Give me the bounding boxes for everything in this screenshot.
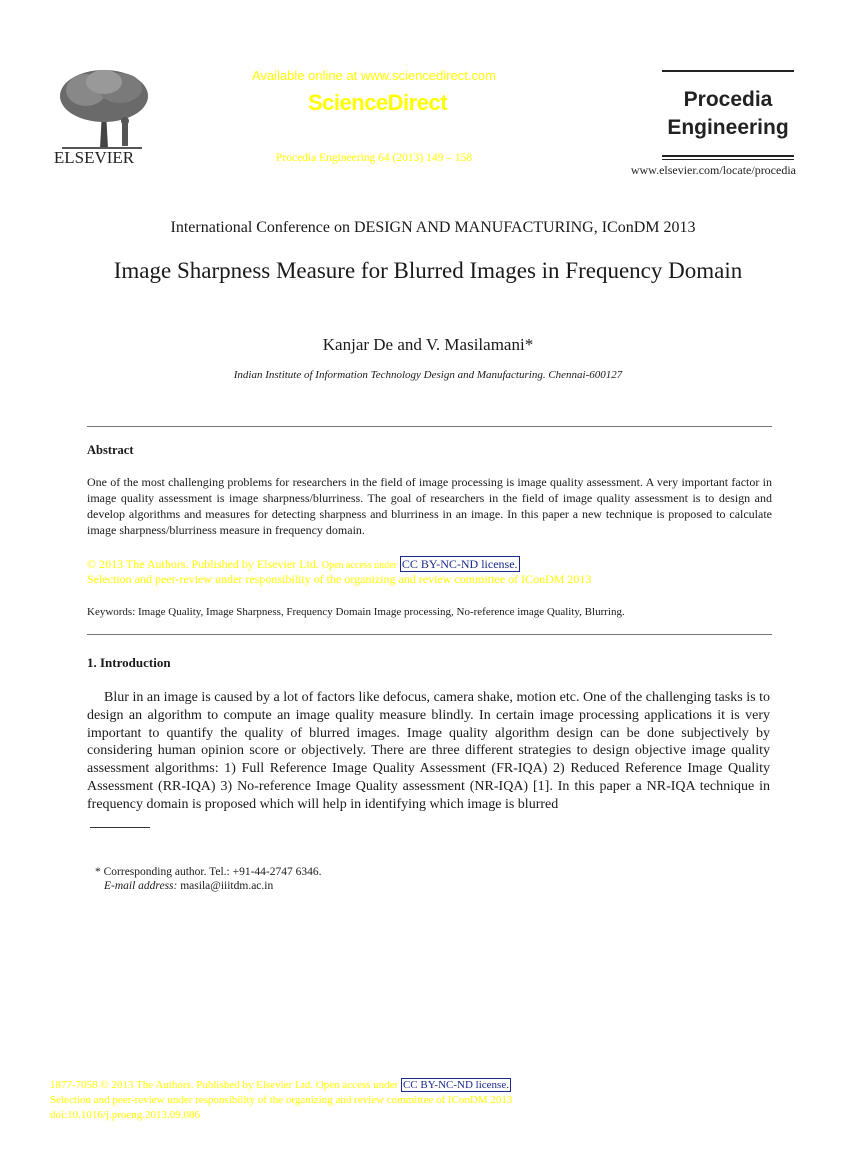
email-label: E-mail address: — [104, 880, 178, 892]
keywords: Keywords: Image Quality, Image Sharpness, Frequency Domain Image processing, No-reference image Quality, Blurring. — [87, 606, 625, 618]
copyright-line — [87, 557, 520, 572]
footer-peer-review: Selection and peer-review under responsibility of the organizing and review committee of IConDM 2013 — [50, 1094, 513, 1106]
abstract-divider-bottom — [87, 634, 772, 635]
journal-title: Procedia Engineering — [667, 88, 789, 139]
section-heading-introduction: 1. Introduction — [87, 655, 171, 670]
affiliation: Indian Institute of Information Technology Design and Manufacturing. Chennai-600127 — [233, 369, 623, 381]
conference-name: International Conference on DESIGN AND MANUFACTURING, IConDM 2013 — [170, 219, 696, 236]
journal-rule-bottom — [662, 155, 794, 157]
footer-license-link[interactable]: CC BY-NC-ND license. — [402, 1079, 509, 1091]
introduction-paragraph: Blur in an image is caused by a lot of factors like defocus, camera shake, motion etc. One of the challenging tasks is to design an algorithm to compute an image quality measure blindly. In certain image processing applications it is very important to quantify the quality of blurred images. Image quality algorithm design can be done subjectively by considering human opinion score or objectively. There are three different strategies to design objective image quality assessment algorithms: 1) Full Reference Image Quality Assessment (FR-IQA) 2) Reduced Reference Image Quality Assessment (RR-IQA) 3) No-reference Image Quality assessment (NR-IQA) [1]. In this paper a NR-IQA technique in frequency domain is proposed which will help in identifying which image is blurred — [87, 690, 770, 812]
publisher-name: ELSEVIER — [53, 148, 135, 167]
journal-rule-bottom-thin — [662, 159, 794, 160]
footnote-divider — [90, 827, 150, 828]
abstract-heading: Abstract — [87, 443, 134, 457]
journal-url: www.elsevier.com/locate/procedia — [630, 163, 796, 177]
journal-reference: Procedia Engineering 64 (2013) 149 – 158 — [276, 152, 473, 164]
abstract-divider-top — [87, 426, 772, 427]
license-link[interactable]: CC BY-NC-ND license. — [401, 557, 518, 571]
available-online-text: Available online at www.sciencedirect.com — [252, 68, 496, 83]
footnote-email — [104, 880, 273, 892]
paper-title: Image Sharpness Measure for Blurred Images in Frequency Domain — [113, 258, 743, 283]
footer-issn-copyright: 1877-7058 © 2013 The Authors. Published by Elsevier Ltd. — [50, 1079, 313, 1091]
elsevier-tree-logo — [52, 68, 152, 150]
sciencedirect-logo: ScienceDirect — [308, 90, 448, 115]
abstract-text: One of the most challenging problems for researchers in the field of image processing is image quality assessment. A very important factor in image quality assessment is image sharpness/blurriness. The goal of researchers in the field of image quality assessment is to design and develop algorithms and measures for detecting sharpness and blurriness in an image. In this paper a new technique is proposed to calculate image sharpness/blurriness measure in frequency domain. — [87, 475, 772, 537]
authors: Kanjar De and V. Masilamani* — [322, 335, 534, 354]
copyright-text: © 2013 The Authors. Published by Elsevier Ltd. — [87, 557, 319, 571]
peer-review-statement: Selection and peer-review under responsibility of the organizing and review committee of IConDM 2013 — [87, 572, 592, 586]
email-address: masila@iiitdm.ac.in — [180, 880, 274, 892]
footnote-corresponding-author: * Corresponding author. Tel.: +91-44-2747 6346. — [95, 866, 322, 878]
footer-copyright — [50, 1078, 511, 1092]
footer-doi[interactable]: doi:10.1016/j.proeng.2013.09.086 — [50, 1109, 201, 1121]
journal-rule-top — [662, 70, 794, 72]
footer-open-access: Open access under — [315, 1079, 399, 1091]
open-access-text: Open access under — [321, 560, 397, 571]
